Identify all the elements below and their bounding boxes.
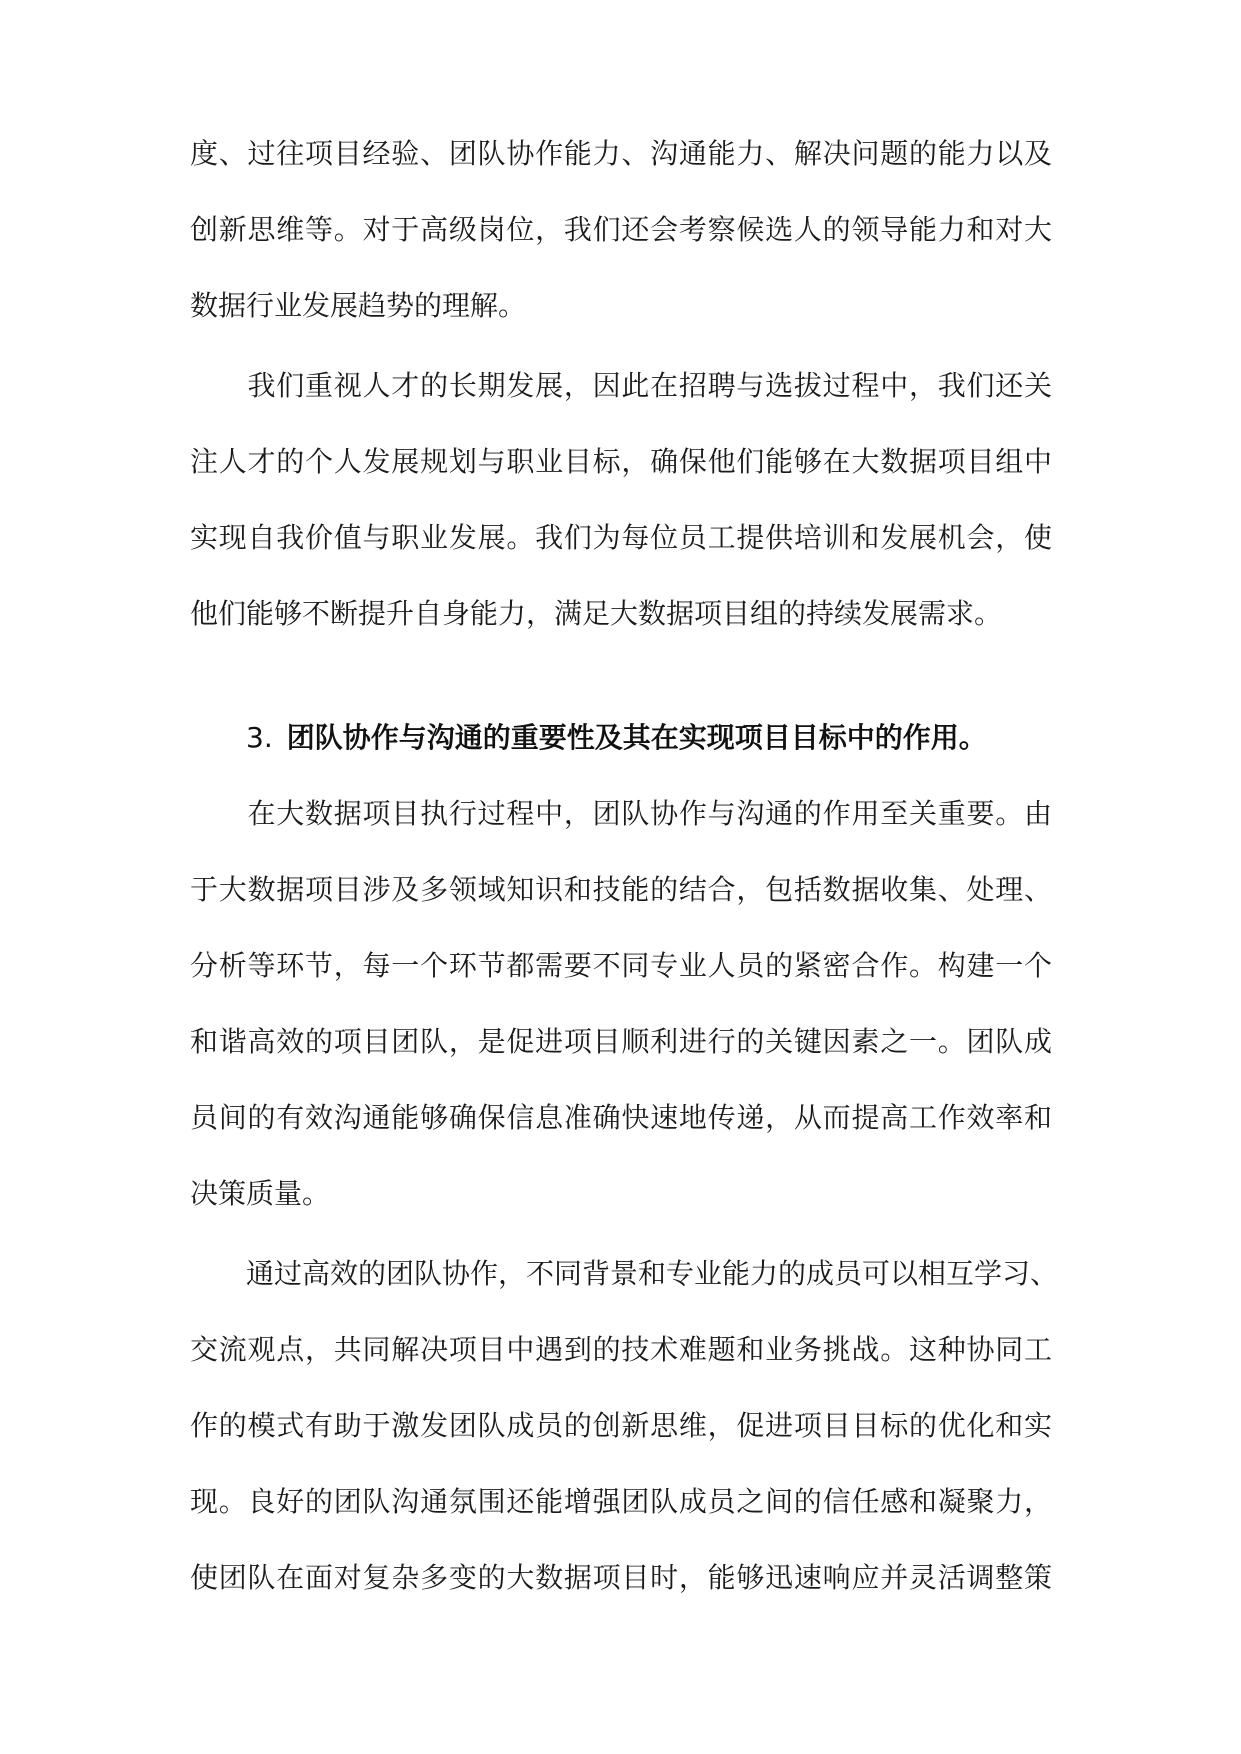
paragraph-line: 现。良好的团队沟通氛围还能增强团队成员之间的信任感和凝聚力， [190,1485,1052,1518]
paragraph-line: 实现自我价值与职业发展。我们为每位员工提供培训和发展机会，使 [190,521,1052,554]
paragraph-line: 和谐高效的项目团队，是促进项目顺利进行的关键因素之一。团队成 [190,1025,1052,1058]
paragraph-line: 我们重视人才的长期发展，因此在招聘与选拔过程中，我们还关 [190,369,1052,402]
paragraph-line: 通过高效的团队协作，不同背景和专业能力的成员可以相互学习、 [190,1257,1059,1290]
paragraph-line: 作的模式有助于激发团队成员的创新思维，促进项目目标的优化和实 [190,1409,1052,1442]
paragraph-line: 数据行业发展趋势的理解。 [190,289,527,322]
paragraph-line: 员间的有效沟通能够确保信息准确快速地传递，从而提高工作效率和 [190,1101,1052,1134]
paragraph-line: 交流观点，共同解决项目中遇到的技术难题和业务挑战。这种协同工 [190,1333,1052,1366]
paragraph-line: 创新思维等。对于高级岗位，我们还会考察候选人的领导能力和对大 [190,213,1052,246]
paragraph-line: 注人才的个人发展规划与职业目标，确保他们能够在大数据项目组中 [190,445,1052,478]
paragraph-line: 使团队在面对复杂多变的大数据项目时，能够迅速响应并灵活调整策 [190,1561,1052,1594]
paragraph-line: 于大数据项目涉及多领域知识和技能的结合，包括数据收集、处理、 [190,873,1052,906]
paragraph-line: 决策质量。 [190,1177,331,1210]
paragraph-line: 他们能够不断提升自身能力，满足大数据项目组的持续发展需求。 [190,597,1003,630]
section-number: 3. [246,721,273,754]
section-1-body [190,116,1052,652]
section-2-body [190,776,1059,1616]
paragraph-line: 在大数据项目执行过程中，团队协作与沟通的作用至关重要。由 [190,797,1052,830]
paragraph-line: 分析等环节，每一个环节都需要不同专业人员的紧密合作。构建一个 [190,949,1052,982]
paragraph-line: 度、过往项目经验、团队协作能力、沟通能力、解决问题的能力以及 [190,137,1052,170]
section-title: 团队协作与沟通的重要性及其在实现项目目标中的作用。 [286,721,987,754]
section-heading [246,700,987,776]
